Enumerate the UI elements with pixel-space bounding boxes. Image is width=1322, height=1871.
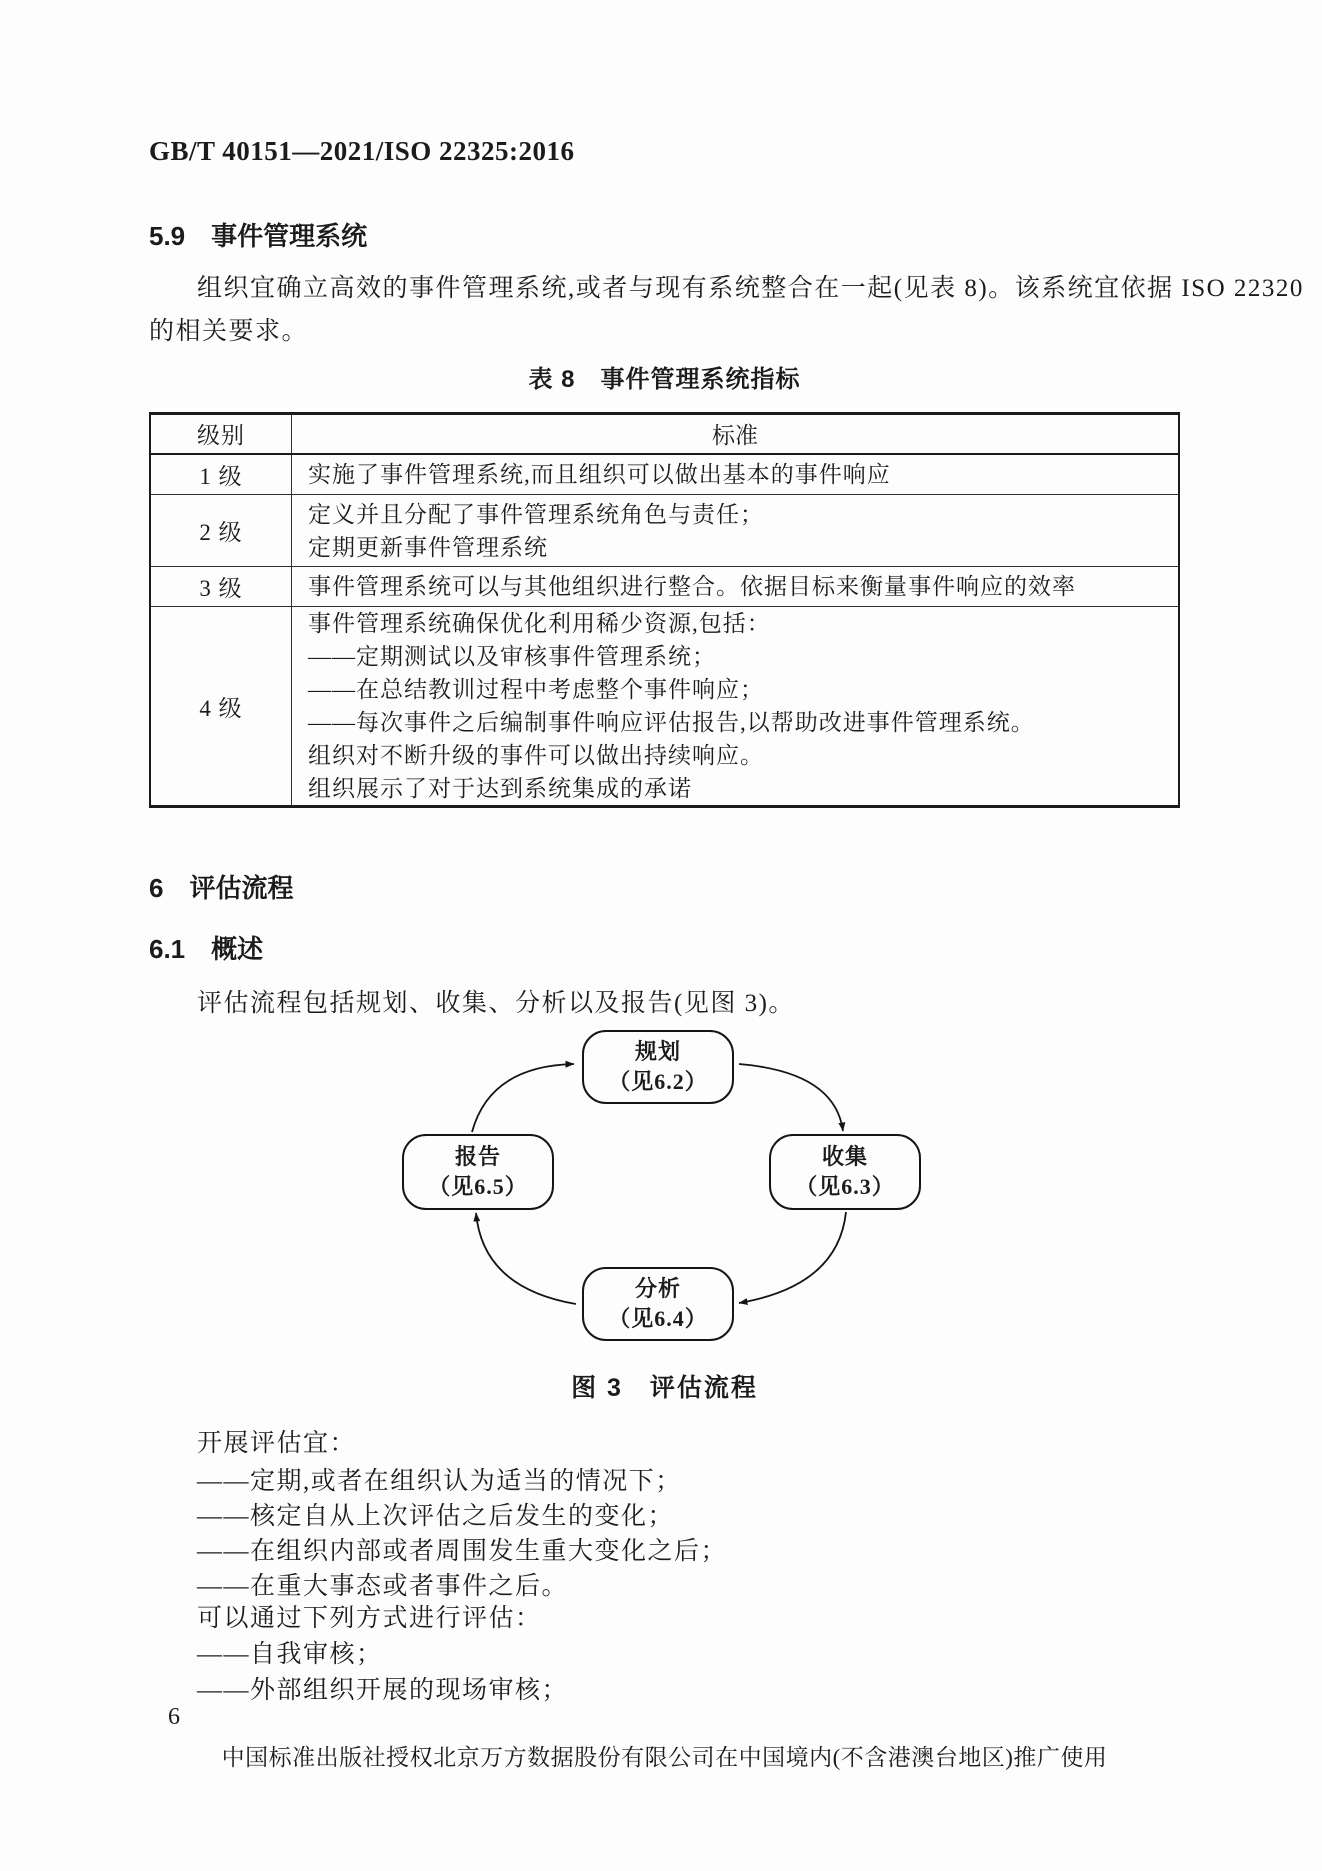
criteria-cell [292, 495, 1180, 567]
flow-node-analyze [582, 1267, 734, 1341]
table-header-row [150, 414, 1179, 454]
section-number: 6.1 [149, 934, 186, 964]
criteria-line: 事件管理系统可以与其他组织进行整合。依据目标来衡量事件响应的效率 [308, 574, 1076, 599]
paragraph-5-9-line-1: 组织宜确立高效的事件管理系统,或者与现有系统整合在一起(见表 8)。该系统宜依据 ISO 22320 [197, 275, 1304, 302]
assessment-list-item: ——核定自从上次评估之后发生的变化； [197, 1503, 675, 1530]
flow-node-label: 报告 [454, 1144, 501, 1169]
assessment-list-item: ——定期,或者在组织认为适当的情况下； [197, 1468, 682, 1495]
criteria-line: 实施了事件管理系统,而且组织可以做出基本的事件响应 [308, 461, 891, 487]
criteria-line: 组织对不断升级的事件可以做出持续响应。 [308, 743, 764, 768]
column-header-level: 级别 [150, 414, 292, 454]
arrow-analyze-to-report [476, 1213, 576, 1304]
flow-node-ref: （见6.4） [608, 1306, 708, 1331]
level-cell: 1 级 [150, 454, 292, 495]
criteria-cell [292, 454, 1180, 495]
section-title: 评估流程 [189, 873, 294, 903]
footer-license-text: 中国标准出版社授权北京万方数据股份有限公司在中国境内(不含港澳台地区)推广使用 [221, 1745, 1108, 1770]
criteria-line: 组织展示了对于达到系统集成的承诺 [308, 776, 692, 801]
criteria-line: ——每次事件之后编制事件响应评估报告,以帮助改进事件管理系统。 [308, 710, 1035, 735]
criteria-cell [292, 607, 1180, 807]
flow-node-collect [769, 1134, 921, 1210]
paragraph-6-1: 评估流程包括规划、收集、分析以及报告(见图 3)。 [197, 990, 795, 1017]
section-heading-6-1 [149, 929, 263, 966]
flow-node-label: 分析 [634, 1276, 681, 1301]
methods-intro-line: 可以通过下列方式进行评估： [197, 1605, 542, 1632]
flow-node-ref: （见6.3） [795, 1174, 895, 1199]
section-title: 概述 [211, 934, 264, 964]
flow-node-label: 规划 [634, 1039, 681, 1064]
paragraph-5-9-line-2: 的相关要求。 [149, 318, 309, 345]
level-cell: 4 级 [150, 607, 292, 807]
table-row [150, 607, 1179, 807]
table-row [150, 567, 1179, 607]
table-8 [149, 412, 1180, 808]
flow-node-plan [582, 1030, 734, 1104]
criteria-line: ——定期测试以及审核事件管理系统； [308, 644, 716, 669]
table-row [150, 454, 1179, 495]
assessment-list-item: ——在组织内部或者周围发生重大变化之后； [197, 1538, 728, 1565]
flow-node-ref: （见6.5） [428, 1174, 528, 1199]
figure-3-caption: 图 3 评估流程 [571, 1374, 758, 1402]
method-list-item: ——自我审核； [197, 1641, 383, 1668]
figure-3-flow-diagram [149, 1022, 1180, 1367]
flow-node-label: 收集 [821, 1144, 868, 1169]
section-heading-5-9 [149, 216, 367, 253]
column-header-criteria: 标准 [292, 414, 1180, 454]
section-title: 事件管理系统 [211, 221, 368, 251]
level-cell: 3 级 [150, 567, 292, 607]
section-number: 5.9 [149, 221, 186, 251]
flow-node-ref: （见6.2） [608, 1069, 708, 1094]
criteria-line: 定期更新事件管理系统 [308, 534, 548, 560]
method-list-item: ——外部组织开展的现场审核； [197, 1677, 569, 1704]
section-heading-6 [149, 868, 293, 905]
criteria-line: 定义并且分配了事件管理系统角色与责任； [308, 501, 764, 527]
criteria-line: 事件管理系统确保优化利用稀少资源,包括： [308, 611, 771, 636]
arrow-plan-to-collect [739, 1064, 843, 1131]
standard-code-header: GB/T 40151—2021/ISO 22325:2016 [149, 136, 575, 166]
assessment-list-item: ——在重大事态或者事件之后。 [197, 1573, 569, 1600]
arrow-report-to-plan [472, 1064, 574, 1132]
assessment-intro-line: 开展评估宜： [197, 1430, 357, 1457]
table-row [150, 495, 1179, 567]
criteria-line: ——在总结教训过程中考虑整个事件响应； [308, 677, 764, 702]
table-8-caption: 表 8 事件管理系统指标 [528, 366, 801, 393]
flow-node-report [402, 1134, 554, 1210]
page-number: 6 [168, 1704, 180, 1730]
criteria-cell [292, 567, 1180, 607]
section-number: 6 [149, 873, 164, 903]
level-cell: 2 级 [150, 495, 292, 567]
arrow-collect-to-analyze [739, 1212, 846, 1303]
